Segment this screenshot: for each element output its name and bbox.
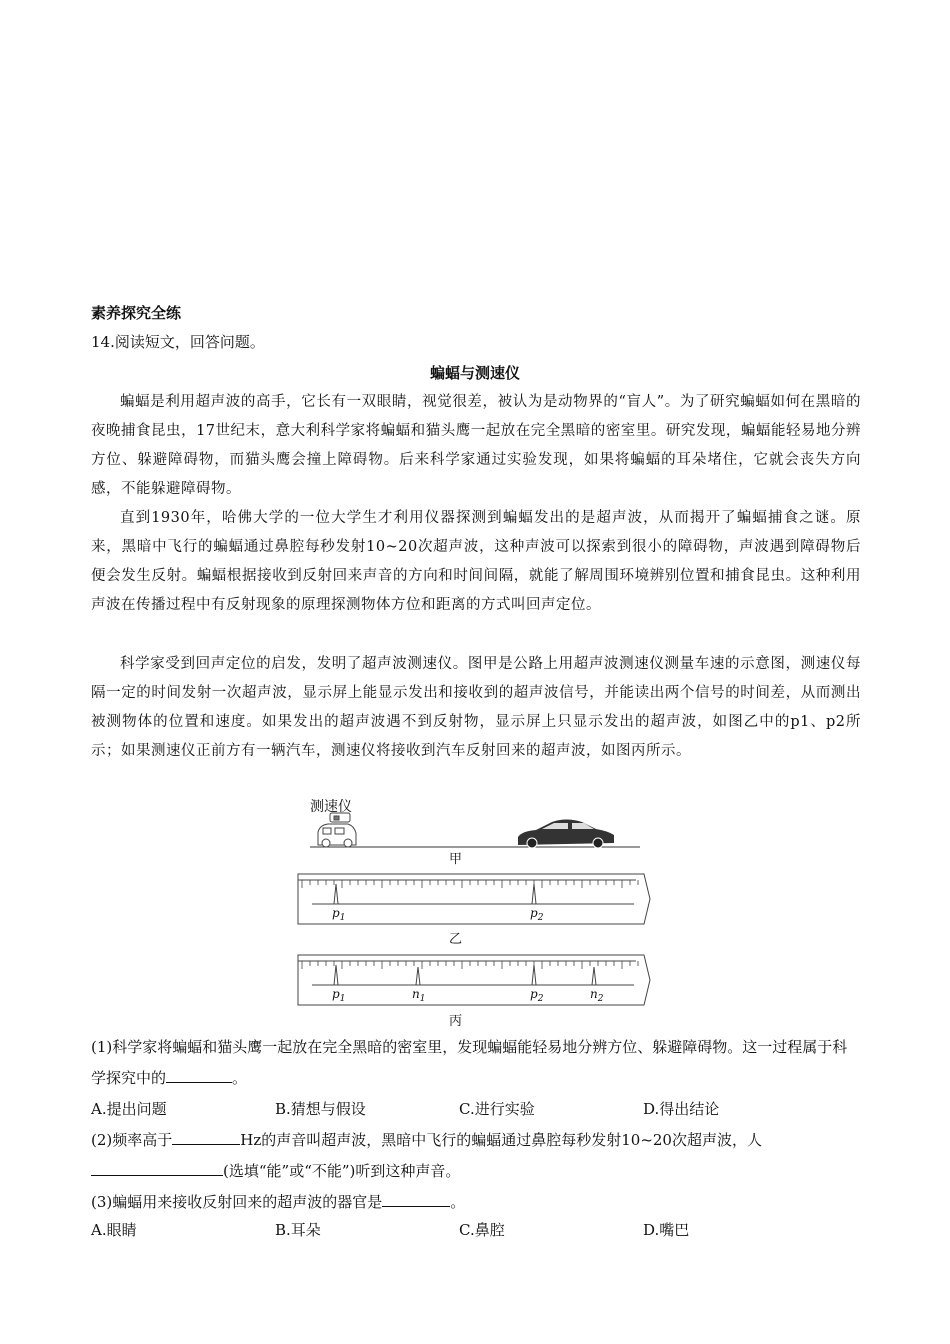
q1-option-b[interactable]: B.猜想与假设	[275, 1100, 366, 1118]
q3-answer-blank[interactable]	[382, 1190, 450, 1207]
q3-text-end: 。	[450, 1193, 466, 1211]
q3-option-a[interactable]: A.眼睛	[91, 1221, 137, 1239]
q2-hear-blank[interactable]	[91, 1159, 223, 1176]
p1-label-bing: $p_1$	[332, 987, 346, 1004]
caption-bing: 丙	[449, 1014, 463, 1029]
p2-label-yi: $p_2$	[530, 906, 544, 923]
q1-option-c[interactable]: C.进行实验	[459, 1100, 535, 1118]
p1-label-yi: $p_1$	[332, 906, 346, 923]
q2-frequency-blank[interactable]	[172, 1128, 240, 1145]
q3-option-b[interactable]: B.耳朵	[275, 1221, 321, 1239]
paragraph-2: 直到1930年，哈佛大学的一位大学生才利用仪器探测到蝙蝠发出的是超声波，从而揭开了蝙蝠捕食之谜。原来，黑暗中飞行的蝙蝠通过鼻腔每秒发射10~20次超声波，这种声波可以探索到很小的障碍物，声波遇到障碍物后便会发生反射。蝙蝠根据接收到反射回来声音的方向和时间间隔，就能了解周围环境辨别位置和捕食昆虫。这种利用声波在传播过程中有反射现象的原理探测物体方位和距离的方式叫回声定位。	[91, 510, 861, 613]
paragraph-3: 科学家受到回声定位的启发，发明了超声波测速仪。图甲是公路上用超声波测速仪测量车速的示意图，测速仪每隔一定的时间发射一次超声波，显示屏上能显示发出和接收到的超声波信号，并能读出两个信号的时间差，从而测出被测物体的位置和速度。如果发出的超声波遇不到反射物，显示屏上只显示发出的超声波，如图乙中的p1、p2所示；如果测速仪正前方有一辆汽车，测速仪将接收到汽车反射回来的超声波，如图丙所示。	[91, 656, 861, 759]
question-number: 14.	[91, 333, 115, 351]
section-title: 素养探究全练	[91, 304, 182, 322]
car-icon	[518, 820, 614, 849]
q2-text-3: (选填“能”或“不能”)听到这种声音。	[223, 1162, 461, 1180]
speed-meter-figure	[296, 795, 656, 1035]
question-3	[91, 1187, 861, 1218]
device-label: 测速仪	[310, 799, 352, 815]
q2-text-2: Hz的声音叫超声波，黑暗中飞行的蝙蝠通过鼻腔每秒发射10~20次超声波，人	[240, 1131, 762, 1149]
question-prompt: 阅读短文，回答问题。	[114, 333, 265, 351]
q3-text: (3)蝙蝠用来接收反射回来的超声波的器官是	[91, 1193, 383, 1211]
q1-text-end: 。	[232, 1069, 248, 1087]
q1-option-d[interactable]: D.得出结论	[643, 1100, 720, 1118]
ticks-bing	[302, 961, 638, 969]
screen-yi	[298, 874, 650, 924]
speed-meter-van-icon	[318, 813, 356, 847]
question-header	[91, 331, 861, 352]
q1-answer-blank[interactable]	[166, 1066, 232, 1083]
caption-jia: 甲	[449, 852, 463, 867]
p2-label-bing: $p_2$	[530, 987, 544, 1004]
q2-text-1: (2)频率高于	[91, 1131, 173, 1149]
q3-options	[91, 1215, 861, 1245]
q3-option-d[interactable]: D.嘴巴	[643, 1221, 690, 1239]
n1-label-bing: $n_1$	[412, 987, 426, 1004]
q1-options	[91, 1094, 861, 1124]
ticks-yi	[302, 880, 638, 888]
q1-text: (1)科学家将蝙蝠和猫头鹰一起放在完全黑暗的密室里，发现蝙蝠能轻易地分辨方位、躲避障碍物。这一过程属于科学探究中的	[91, 1038, 848, 1087]
question-1	[91, 1032, 861, 1094]
question-2	[91, 1125, 861, 1187]
caption-yi: 乙	[449, 932, 463, 947]
n2-label-bing: $n_2$	[590, 987, 604, 1004]
article-title: 蝙蝠与测速仪	[429, 364, 520, 382]
q3-option-c[interactable]: C.鼻腔	[459, 1221, 505, 1239]
q1-option-a[interactable]: A.提出问题	[91, 1100, 167, 1118]
paragraph-1: 蝙蝠是利用超声波的高手，它长有一双眼睛，视觉很差，被认为是动物界的“盲人”。为了研究蝙蝠如何在黑暗的夜晚捕食昆虫，17世纪末，意大利科学家将蝙蝠和猫头鹰一起放在完全黑暗的密室里。研究发现，蝙蝠能轻易地分辨方位、躲避障碍物，而猫头鹰会撞上障碍物。后来科学家通过实验发现，如果将蝙蝠的耳朵堵住，它就会丧失方向感，不能躲避障碍物。	[91, 394, 861, 497]
